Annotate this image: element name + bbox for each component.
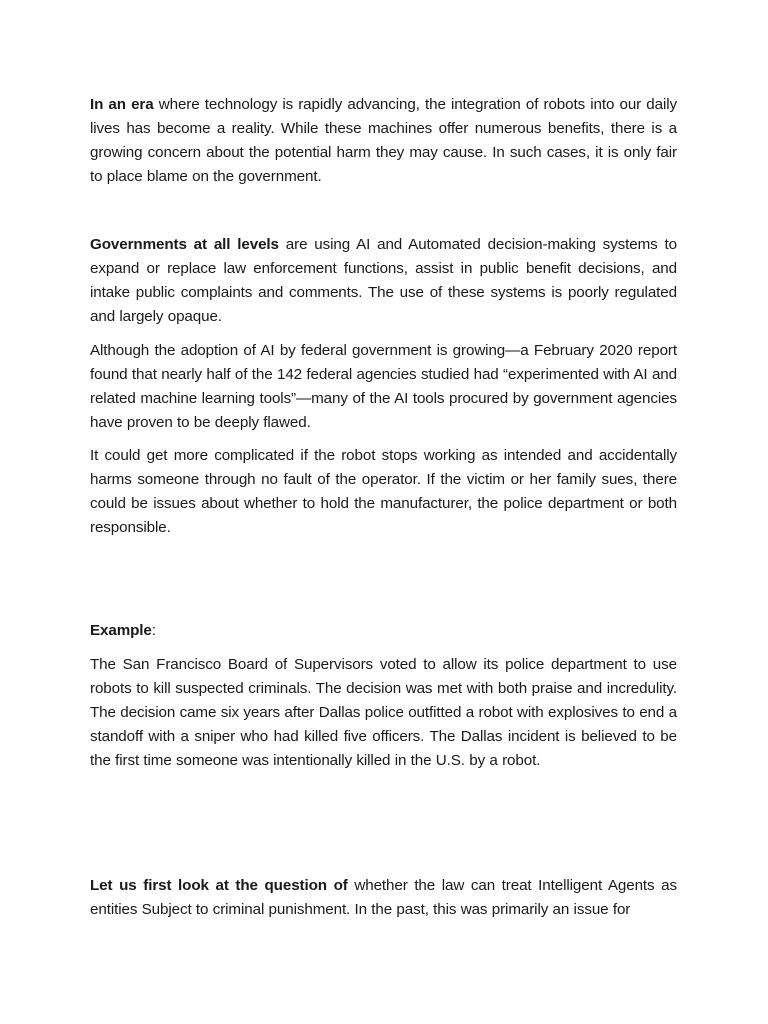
paragraph-complication — [90, 444, 677, 540]
paragraph-text: : — [151, 622, 156, 639]
paragraph-text: where technology is rapidly advancing, the integration of robots into our daily lives has become a reality. While these machines offer numerous benefits, there is a growing concern about the potential harm they may cause. In such cases, it is only fair to place blame on the government. — [90, 96, 677, 185]
paragraph-text: are using AI and Automated decision-making systems to expand or replace law enforcement functions, assist in public benefit decisions, and intake public complaints and comments. The use of these systems is poorly regulated and largely opaque. — [90, 236, 678, 325]
paragraph-lead: In an era — [90, 96, 154, 113]
paragraph-lead: Governments at all levels — [90, 236, 279, 253]
paragraph-governments — [90, 233, 677, 329]
paragraph-intro — [90, 93, 677, 189]
example-heading — [90, 619, 677, 643]
paragraph-lead: Let us first look at the question of — [90, 877, 348, 894]
paragraph-question — [90, 874, 677, 922]
paragraph-federal-adoption — [90, 339, 677, 435]
paragraph-example — [90, 653, 677, 773]
paragraph-text: The San Francisco Board of Supervisors voted to allow its police department to use robots to kill suspected criminals. The decision was met with both praise and incredulity. The decision came six years after Dallas police outfitted a robot with explosives to end a standoff with a sniper who had killed five officers. The Dallas incident is believed to be the first time someone was intentionally killed in the U.S. by a robot. — [90, 656, 677, 769]
paragraph-text: It could get more complicated if the robot stops working as intended and accidentally harms someone through no fault of the operator. If the victim or her family sues, there could be issues about whether to hold the manufacturer, the police department or both responsible. — [90, 447, 677, 536]
paragraph-text: whether the law can treat Intelligent Agents as entities Subject to criminal punishment. In the past, this was primarily an issue for — [90, 877, 677, 918]
paragraph-text: Although the adoption of AI by federal government is growing—a February 2020 report found that nearly half of the 142 federal agencies studied had “experimented with AI and related machine learning tools”—many of the AI tools procured by government agencies have proven to be deeply flawed. — [90, 342, 677, 431]
paragraph-lead: Example — [90, 622, 152, 639]
